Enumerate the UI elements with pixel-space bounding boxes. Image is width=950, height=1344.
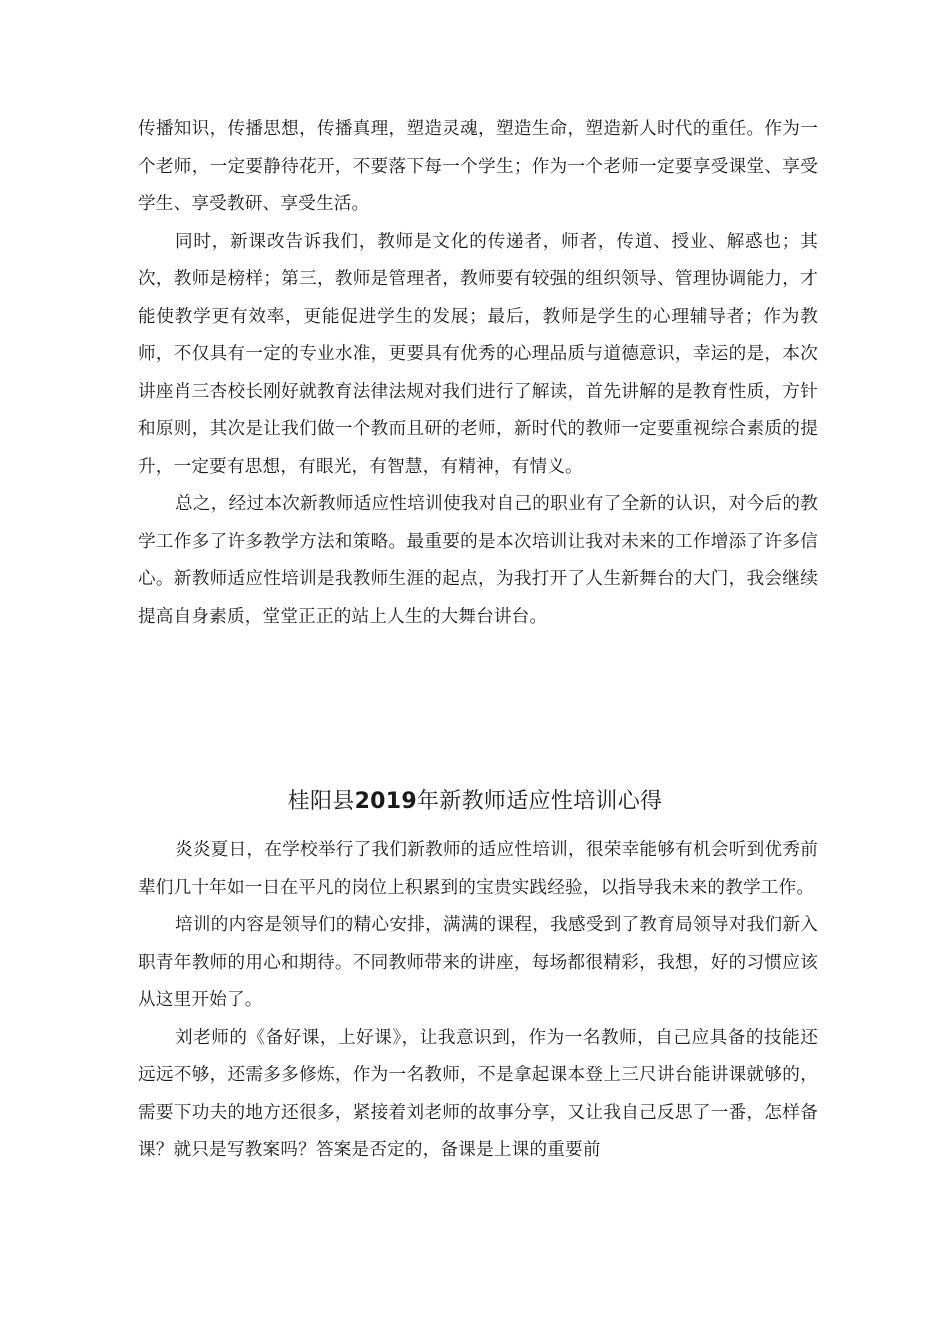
paragraph: 炎炎夏日，在学校举行了我们新教师的适应性培训，很荣幸能够有机会听到优秀前辈们几十年如一日在平凡的岗位上积累到的宝贵实践经验，以指导我未来的教学工作。 [138,840,818,898]
essay-title [0,786,950,818]
essay-body [138,832,818,1170]
paragraph: 培训的内容是领导们的精心安排，满满的课程，我感受到了教育局领导对我们新入职青年教师的用心和期待。不同教师带来的讲座，每场都很精彩，我想，好的习惯应该从这里开始了。 [138,915,818,1010]
essay-continuation [138,111,818,636]
paragraph: 总之，经过本次新教师适应性培训使我对自己的职业有了全新的认识，对今后的教学工作多了许多教学方法和策略。最重要的是本次培训让我对未来的工作增添了许多信心。新教师适应性培训是我教师生涯的起点，为我打开了人生新舞台的大门，我会继续提高自身素质，堂堂正正的站上人生的大舞台讲台。 [138,494,818,627]
title-year: 2019 [354,789,418,814]
paragraph: 传播知识，传播思想，传播真理，塑造灵魂，塑造生命，塑造新人时代的重任。作为一个老师，一定要静待花开，不要落下每一个学生；作为一个老师一定要享受课堂、享受学生、享受教研、享受生活。 [138,119,818,214]
title-prefix: 桂阳县 [287,789,355,814]
paragraph: 刘老师的《备好课，上好课》，让我意识到，作为一名教师，自己应具备的技能还远远不够，还需多多修炼，作为一名教师，不是拿起课本登上三尺讲台能讲课就够的，需要下功夫的地方还很多，紧接着刘老师的故事分享，又让我自己反思了一番，怎样备课？就只是写教案吗？答案是否定的，备课是上课的重要前 [138,1027,818,1160]
paragraph: 同时，新课改告诉我们，教师是文化的传递者，师者，传道、授业、解惑也；其次，教师是榜样；第三，教师是管理者，教师要有较强的组织领导、管理协调能力，才能使教学更有效率，更能促进学生的发展；最后，教师是学生的心理辅导者；作为教师，不仅具有一定的专业水准，更要具有优秀的心理品质与道德意识，幸运的是，本次讲座肖三杏校长刚好就教育法律法规对我们进行了解读，首先讲解的是教育性质，方针和原则，其次是让我们做一个教而且研的老师，新时代的教师一定要重视综合素质的提升，一定要有思想，有眼光，有智慧，有精神，有情义。 [138,231,818,477]
title-suffix: 年新教师适应性培训心得 [417,789,663,814]
